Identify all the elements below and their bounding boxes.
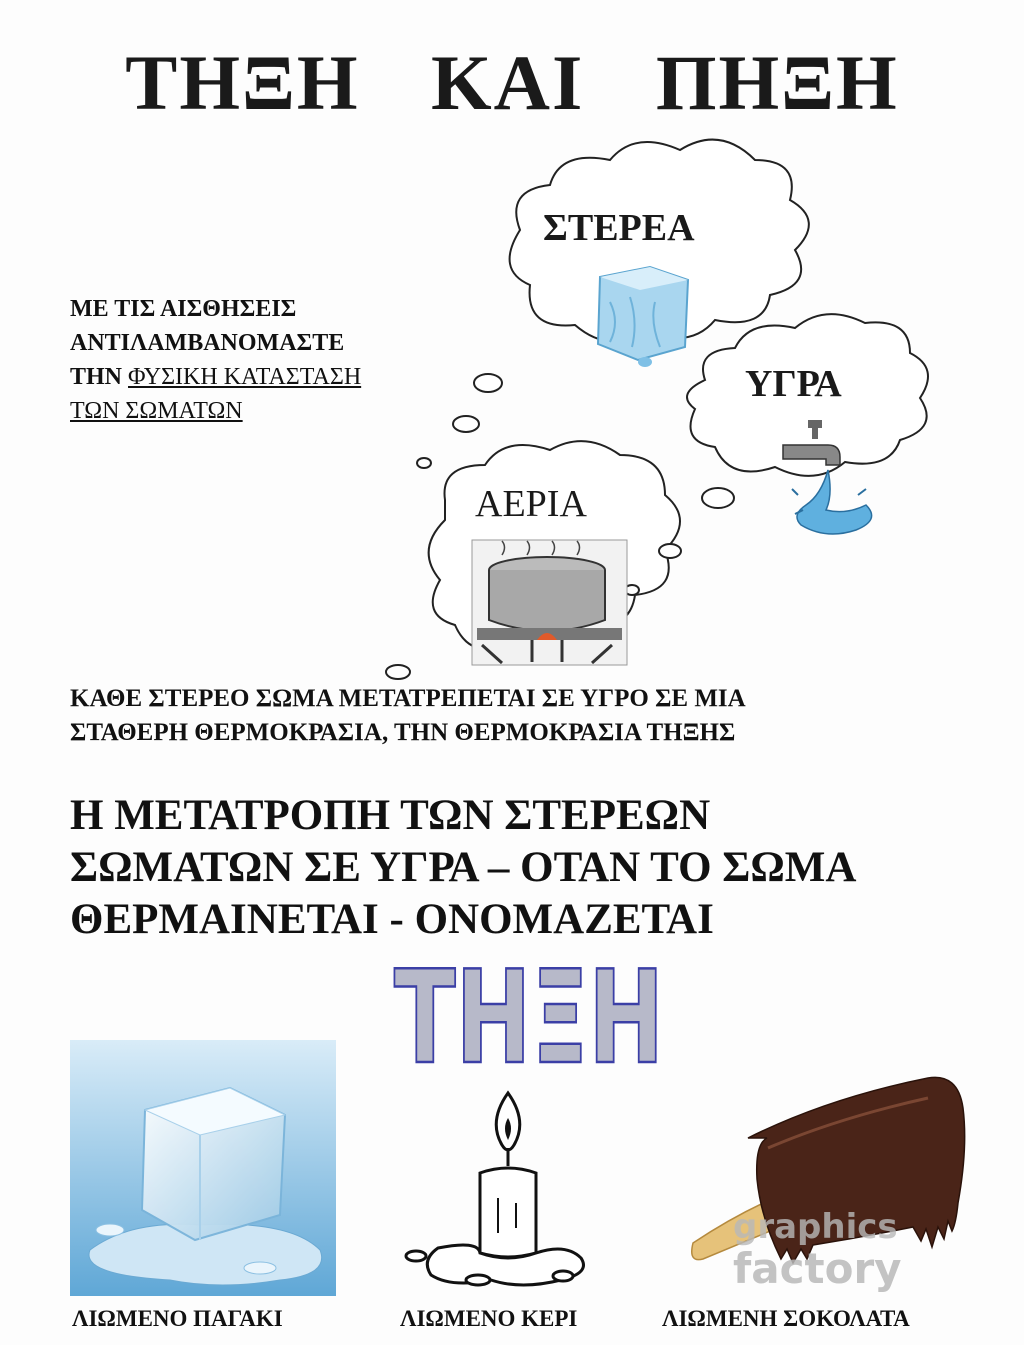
definition-line-2: ΣΩΜΑΤΩΝ ΣΕ ΥΓΡΑ – ΟΤΑΝ ΤΟ ΣΩΜΑ — [70, 844, 857, 891]
intro-line-2: ΑΝΤΙΛΑΜΒΑΝΟΜΑΣΤΕ — [70, 330, 345, 356]
definition-line-3: ΘΕΡΜΑΙΝΕΤΑΙ - ΟΝΟΜΑΖΕΤΑΙ — [70, 896, 714, 943]
melting-chocolate-picture — [688, 1078, 968, 1303]
intro-line-1: ΜΕ ΤΙΣ ΑΙΣΘΗΣΕΙΣ — [70, 296, 297, 322]
intro-line-3-plain: ΤΗΝ — [70, 364, 129, 390]
boiling-pot-icon — [472, 540, 627, 665]
melting-term — [386, 944, 676, 1093]
melting-candle-picture — [398, 1088, 598, 1288]
cloud-label-gas: ΑΕΡΙΑ — [475, 483, 587, 525]
page-title: ΤΗΞΗ ΚΑΙ ΠΗΞΗ — [125, 39, 899, 126]
melting-term-text: ΤΗΞΗ — [394, 944, 664, 1093]
sentence-line-1: ΚΑΘΕ ΣΤΕΡΕΟ ΣΩΜΑ ΜΕΤΑΤΡΕΠΕΤΑΙ ΣΕ ΥΓΡΟ ΣΕ ΜΙΑ — [70, 685, 746, 712]
caption-chocolate: ΛΙΩΜΕΝΗ ΣΟΚΟΛΑΤΑ — [662, 1306, 910, 1331]
melting-ice-picture — [70, 1040, 336, 1296]
sentence-line-2: ΣΤΑΘΕΡΗ ΘΕΡΜΟΚΡΑΣΙΑ, ΤΗΝ ΘΕΡΜΟΚΡΑΣΙΑ ΤΗΞΗΣ — [70, 719, 736, 746]
intro-line-3-underlined: ΦΥΣΙΚΗ ΚΑΤΑΣΤΑΣΗ — [128, 364, 362, 390]
definition-line-1: Η ΜΕΤΑΤΡΟΠΗ ΤΩΝ ΣΤΕΡΕΩΝ — [70, 792, 711, 839]
melting-definition — [70, 790, 1000, 946]
melting-point-sentence — [70, 682, 970, 750]
cloud-label-liquid: ΥΓΡΑ — [745, 363, 842, 405]
intro-line-4: ΤΩΝ ΣΩΜΑΤΩΝ — [70, 398, 243, 424]
caption-ice: ΛΙΩΜΕΝΟ ΠΑΓΑΚΙ — [72, 1306, 283, 1331]
watermark-line-2: factory — [733, 1244, 902, 1293]
water-tap-icon — [778, 415, 888, 540]
ice-cube-icon — [590, 262, 695, 372]
watermark-line-1: graphics — [733, 1207, 898, 1247]
caption-candle: ΛΙΩΜΕΝΟ ΚΕΡΙ — [400, 1306, 578, 1331]
cloud-label-solid: ΣΤΕΡΕΑ — [543, 207, 695, 249]
